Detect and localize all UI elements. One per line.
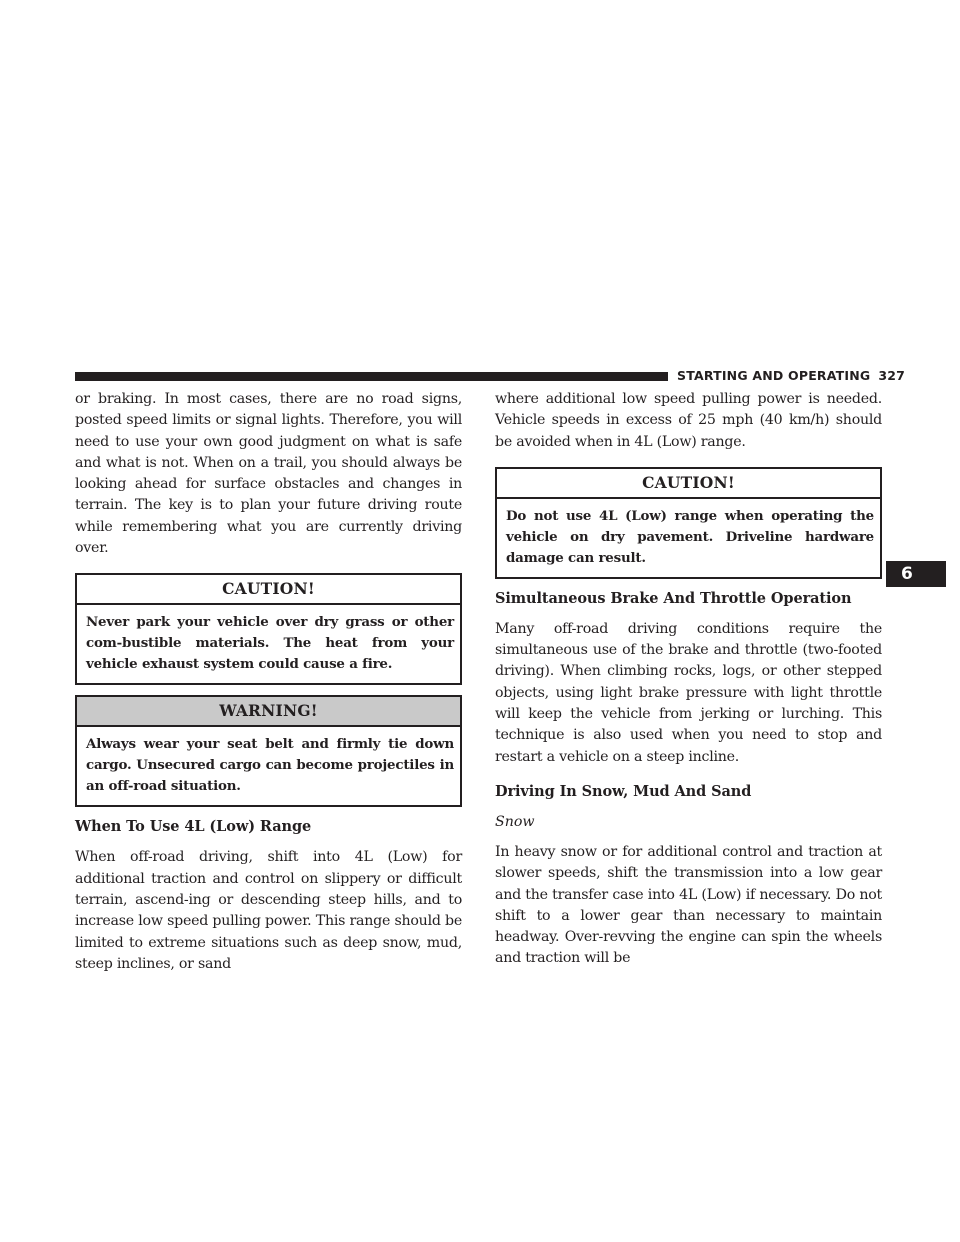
caution-text-right: Do not use 4L (Low) range when operating the vehicle on dry pavement. Driveline hardware damage can result. bbox=[506, 507, 874, 566]
warning-text: Always wear your seat belt and firmly tie down cargo. Unsecured cargo can become projectiles in an off-road situation. bbox=[86, 736, 454, 795]
caution-title: CAUTION! bbox=[77, 575, 460, 605]
warning-box bbox=[75, 695, 462, 807]
snow-paragraph: In heavy snow or for additional control and traction at slower speeds, shift the transmission into a low gear and the transfer case into 4L (Low) if necessary. Do not shift to a lower gear than necessary to maintain headway. Over-revving the engine can spin the wheels and traction will be bbox=[495, 843, 882, 967]
warning-title: WARNING! bbox=[77, 697, 460, 727]
right-column bbox=[495, 389, 882, 984]
intro-paragraph: or braking. In most cases, there are no road signs, posted speed limits or signal lights. Therefore, you will need to use your own good judgment on what is safe and what is not. When on a trail, you should always be looking ahead for surface obstacles and changes in terrain. The key is to plan your future driving route while remembering what you are currently driving over. bbox=[75, 391, 462, 557]
caution-text: Never park your vehicle over dry grass or other com-bustible materials. The heat from your vehicle exhaust system could cause a fire. bbox=[86, 614, 454, 673]
caution-box-right bbox=[495, 467, 882, 579]
section-title: STARTING AND OPERATING bbox=[677, 368, 871, 383]
low-range-paragraph: When off-road driving, shift into 4L (Low) for additional traction and control on slippery or difficult terrain, ascend-ing or descending steep hills, and to increase low speed pulling power. This range should be limited to extreme situations such as deep snow, mud, steep inclines, or sand bbox=[75, 849, 462, 972]
snow-subheading: Snow bbox=[495, 813, 535, 830]
snow-mud-sand-heading: Driving In Snow, Mud And Sand bbox=[495, 782, 752, 800]
caution-title-right: CAUTION! bbox=[497, 469, 880, 499]
header-rule bbox=[75, 372, 668, 381]
page-number: 327 bbox=[878, 368, 906, 383]
low-range-heading: When To Use 4L (Low) Range bbox=[75, 818, 312, 836]
chapter-tab: 6 bbox=[886, 561, 946, 587]
continuation-paragraph: where additional low speed pulling power is needed. Vehicle speeds in excess of 25 mph (40 km/h) should be avoided when in 4L (Low) range. bbox=[495, 391, 882, 450]
running-header bbox=[677, 367, 906, 385]
caution-box bbox=[75, 573, 462, 685]
brake-throttle-paragraph: Many off-road driving conditions require the simultaneous use of the brake and throttle (two-footed driving). When climbing rocks, logs, or other stepped objects, using light brake pressure with light throttle will keep the vehicle from jerking or lurching. This technique is also used when you need to stop and restart a vehicle on a steep incline. bbox=[495, 620, 882, 765]
brake-throttle-heading: Simultaneous Brake And Throttle Operation bbox=[495, 589, 852, 607]
left-column bbox=[75, 389, 462, 989]
